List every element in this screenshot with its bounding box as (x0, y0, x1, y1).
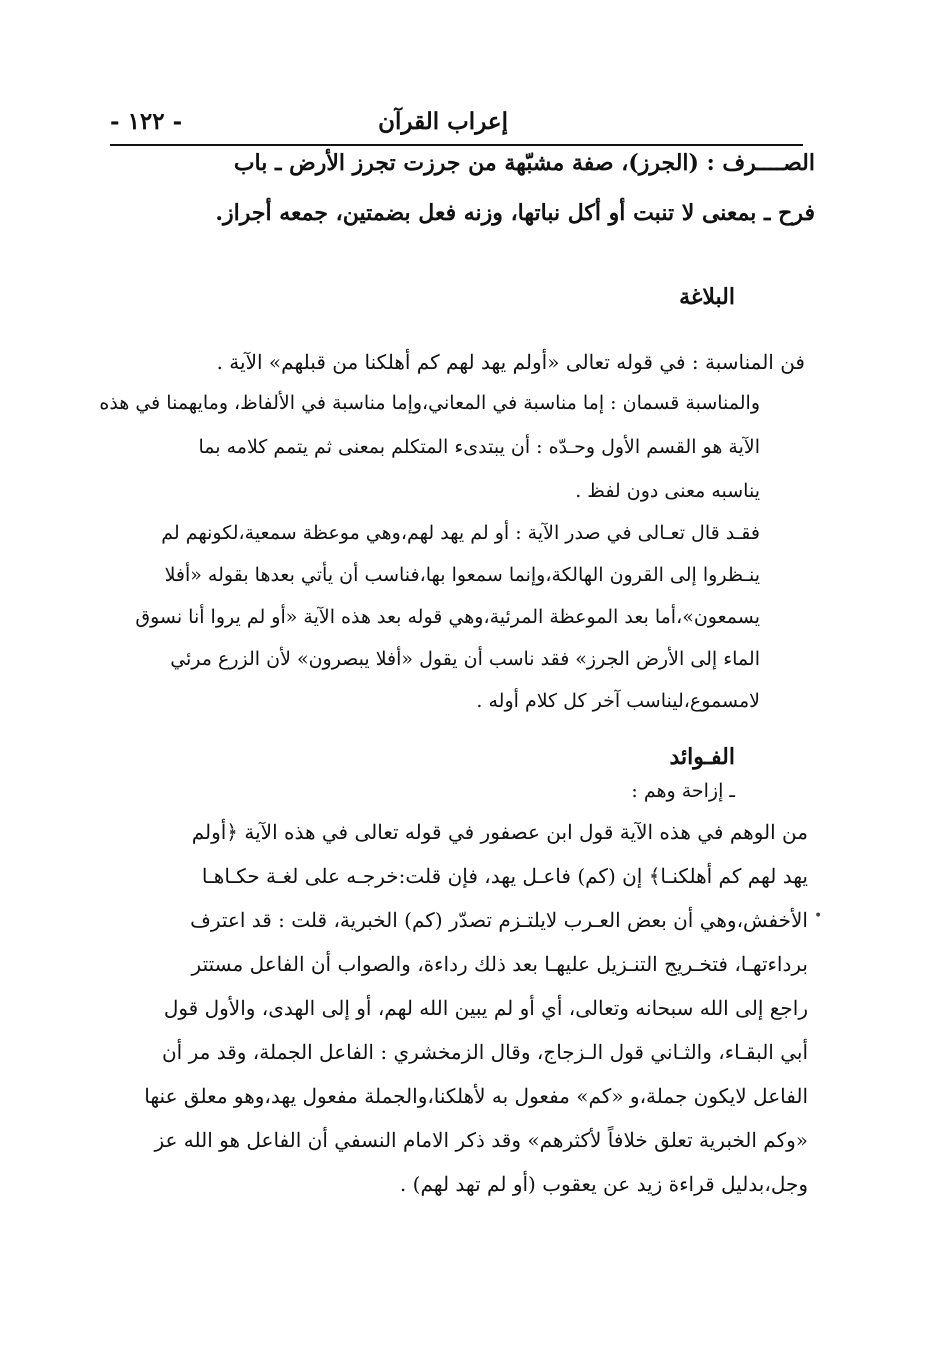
paragraph-3-line-8: «وكم الخبرية تعلق خلافاً لأكثرهم» وقد ذكر الامام النسفي أن الفاعل هو الله عز (154, 1128, 808, 1152)
munasaba-text: فن المناسبة : في قوله تعالى «أولم يهد لهم كم أهلكنا من قبلهم» الآية . (216, 350, 805, 374)
paragraph-3-line-9: وجل،بدليل قراءة زيد عن يعقوب (أو لم تهد لهم) . (399, 1172, 808, 1196)
izaha-text: ـ إزاحة وهم : (631, 780, 735, 802)
paragraph-3-line-6: أبي البقـاء، والثـاني قول الـزجاج، وقال الزمخشري : الفاعل الجملة، وقد مر أن (161, 1040, 808, 1064)
paragraph-1-line-2: الآية هو القسم الأول وحـدّه : أن يبتدىء المتكلم بمعنى ثم يتمم كلامه بما (198, 436, 760, 458)
page-number: - ١٢٢ - (110, 108, 183, 135)
paragraph-2-line-4: الماء إلى الأرض الجرز» فقد ناسب أن يقول «أفلا يبصرون» لأن الزرع مرئي (170, 648, 760, 670)
paragraph-2-line-3: يسمعون»،أما بعد الموعظة المرئية،وهي قوله بعد هذه الآية «أو لم يروا أنا نسوق (135, 606, 760, 628)
sarf-line-1: الصــــرف : (الجرز)، صفة مشبّهة من جرزت تجرز الأرض ـ باب (233, 150, 815, 176)
page-header (110, 108, 803, 144)
paragraph-1-line-3: يناسبه معنى دون لفظ . (575, 480, 760, 502)
paragraph-2-line-2: ينـظروا إلى القرون الهالكة،وإنما سمعوا بها،فناسب أن يأتي بعدها بقوله «أفلا (164, 564, 760, 586)
paragraph-3-line-2: يهد لهم كم أهلكنـا﴾ إن (كم) فاعـل يهد، فإن قلت:خرجـه على لغـة حكـاهـا (201, 864, 808, 888)
header-divider (110, 144, 803, 146)
paragraph-3-line-7: الفاعل لايكون جملة،و «كم» مفعول به لأهلكنا،والجملة مفعول يهد،وهو معلق عنها (144, 1084, 808, 1108)
paragraph-2-line-5: لامسموع،ليناسب آخر كل كلام أوله . (476, 690, 760, 712)
paragraph-3-line-4: برداءتهـا، فتخـريج التنـزيل عليهـا بعد ذلك رداءة، والصواب أن الفاعل مستتر (191, 952, 808, 976)
paragraph-2-line-1: فقـد قال تعـالى في صدر الآية : أو لم يهد لهم،وهي موعظة سمعية،لكونهم لم (161, 522, 760, 544)
paragraph-3-line-1: من الوهم في هذه الآية قول ابن عصفور في قوله تعالى في هذه الآية ﴿أولم (191, 820, 808, 844)
paragraph-3-line-5: راجع إلى الله سبحانه وتعالى، أي أو لم يبين الله لهم، أو إلى الهدى، والأول قول (163, 996, 808, 1020)
paragraph-3-line-3: الأخفش،وهي أن بعض العـرب لايلتـزم تصدّر (كم) الخبرية، قلت : قد اعترف (190, 908, 808, 932)
margin-mark: • (814, 908, 823, 924)
paragraph-1-line-1: والمناسبة قسمان : إما مناسبة في المعاني،وإما مناسبة في الألفاظ، ومايهمنا في هذه (99, 392, 760, 414)
book-title: إعراب القرآن (378, 108, 508, 135)
fawaid-heading: الفـوائد (669, 744, 735, 770)
sarf-line-2: فرح ـ بمعنى لا تنبت أو أكل نباتها، وزنه فعل بضمتين، جمعه أجراز. (215, 200, 815, 226)
balagha-heading: البلاغة (679, 284, 735, 310)
